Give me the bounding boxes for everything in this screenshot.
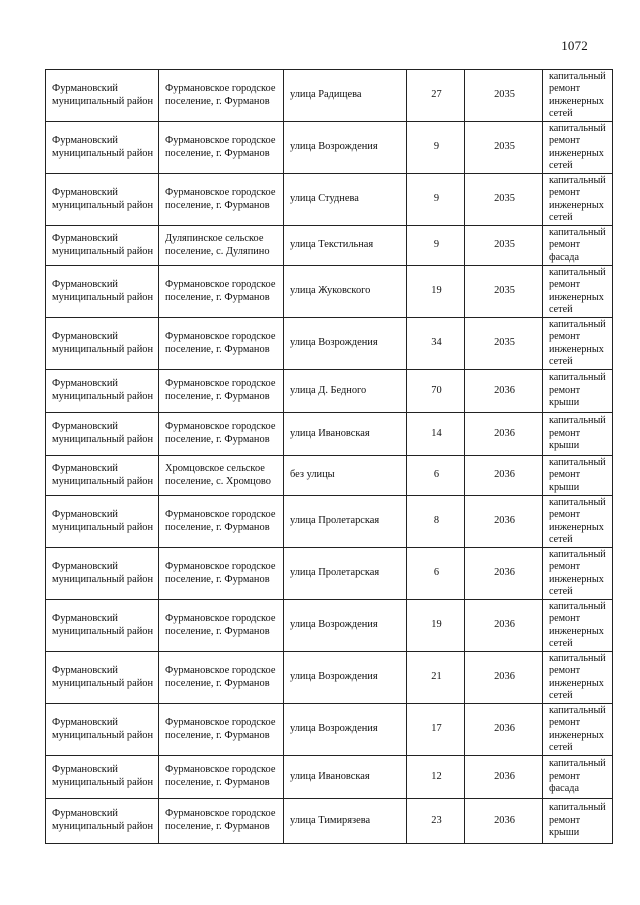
settlement-cell: Дуляпинское сельское поселение, с. Дуляпино <box>159 226 284 266</box>
district-cell: Фурмановский муниципальный район <box>46 226 159 266</box>
district-cell: Фурмановский муниципальный район <box>46 456 159 496</box>
street-cell: улица Ивановская <box>284 413 407 456</box>
year-cell: 2036 <box>465 756 543 799</box>
street-cell: улица Жуковского <box>284 266 407 318</box>
table-row <box>46 652 613 704</box>
work-type-cell: капитальный ремонт крыши <box>543 799 613 844</box>
house-number-cell: 9 <box>407 122 465 174</box>
house-number-cell: 21 <box>407 652 465 704</box>
settlement-cell: Фурмановское городское поселение, г. Фурманов <box>159 799 284 844</box>
street-cell: улица Возрождения <box>284 652 407 704</box>
year-cell: 2036 <box>465 456 543 496</box>
settlement-cell: Фурмановское городское поселение, г. Фурманов <box>159 122 284 174</box>
street-cell: улица Тимирязева <box>284 799 407 844</box>
street-cell: улица Радищева <box>284 70 407 122</box>
district-cell: Фурмановский муниципальный район <box>46 70 159 122</box>
table-row <box>46 226 613 266</box>
street-cell: улица Текстильная <box>284 226 407 266</box>
house-number-cell: 17 <box>407 704 465 756</box>
house-number-cell: 19 <box>407 266 465 318</box>
work-type-cell: капитальный ремонт инженерных сетей <box>543 318 613 370</box>
house-number-cell: 27 <box>407 70 465 122</box>
settlement-cell: Хромцовское сельское поселение, с. Хромцово <box>159 456 284 496</box>
table-row <box>46 266 613 318</box>
district-cell: Фурмановский муниципальный район <box>46 413 159 456</box>
table-row <box>46 370 613 413</box>
table-row <box>46 600 613 652</box>
table-row <box>46 70 613 122</box>
street-cell: улица Д. Бедного <box>284 370 407 413</box>
district-cell: Фурмановский муниципальный район <box>46 704 159 756</box>
work-type-cell: капитальный ремонт инженерных сетей <box>543 548 613 600</box>
year-cell: 2035 <box>465 122 543 174</box>
work-type-cell: капитальный ремонт фасада <box>543 756 613 799</box>
district-cell: Фурмановский муниципальный район <box>46 370 159 413</box>
work-type-cell: капитальный ремонт крыши <box>543 413 613 456</box>
table-row <box>46 318 613 370</box>
house-number-cell: 12 <box>407 756 465 799</box>
street-cell: без улицы <box>284 456 407 496</box>
table-row <box>46 496 613 548</box>
capital-repair-table <box>45 69 613 844</box>
year-cell: 2036 <box>465 413 543 456</box>
settlement-cell: Фурмановское городское поселение, г. Фурманов <box>159 548 284 600</box>
work-type-cell: капитальный ремонт инженерных сетей <box>543 70 613 122</box>
settlement-cell: Фурмановское городское поселение, г. Фурманов <box>159 413 284 456</box>
house-number-cell: 34 <box>407 318 465 370</box>
work-type-cell: капитальный ремонт инженерных сетей <box>543 266 613 318</box>
year-cell: 2036 <box>465 548 543 600</box>
settlement-cell: Фурмановское городское поселение, г. Фурманов <box>159 704 284 756</box>
house-number-cell: 9 <box>407 174 465 226</box>
street-cell: улица Пролетарская <box>284 496 407 548</box>
district-cell: Фурмановский муниципальный район <box>46 652 159 704</box>
street-cell: улица Возрождения <box>284 122 407 174</box>
district-cell: Фурмановский муниципальный район <box>46 266 159 318</box>
work-type-cell: капитальный ремонт фасада <box>543 226 613 266</box>
year-cell: 2036 <box>465 370 543 413</box>
table-row <box>46 704 613 756</box>
year-cell: 2036 <box>465 799 543 844</box>
work-type-cell: капитальный ремонт инженерных сетей <box>543 704 613 756</box>
work-type-cell: капитальный ремонт инженерных сетей <box>543 174 613 226</box>
house-number-cell: 70 <box>407 370 465 413</box>
district-cell: Фурмановский муниципальный район <box>46 122 159 174</box>
year-cell: 2036 <box>465 496 543 548</box>
street-cell: улица Возрождения <box>284 704 407 756</box>
table-row <box>46 122 613 174</box>
table-row <box>46 456 613 496</box>
table-row <box>46 174 613 226</box>
year-cell: 2036 <box>465 704 543 756</box>
street-cell: улица Пролетарская <box>284 548 407 600</box>
house-number-cell: 23 <box>407 799 465 844</box>
year-cell: 2035 <box>465 266 543 318</box>
district-cell: Фурмановский муниципальный район <box>46 496 159 548</box>
work-type-cell: капитальный ремонт инженерных сетей <box>543 600 613 652</box>
table-row <box>46 756 613 799</box>
work-type-cell: капитальный ремонт крыши <box>543 456 613 496</box>
house-number-cell: 8 <box>407 496 465 548</box>
street-cell: улица Возрождения <box>284 600 407 652</box>
page-number: 1072 <box>561 38 588 53</box>
house-number-cell: 9 <box>407 226 465 266</box>
district-cell: Фурмановский муниципальный район <box>46 600 159 652</box>
year-cell: 2035 <box>465 174 543 226</box>
settlement-cell: Фурмановское городское поселение, г. Фурманов <box>159 600 284 652</box>
table-row <box>46 548 613 600</box>
district-cell: Фурмановский муниципальный район <box>46 756 159 799</box>
street-cell: улица Ивановская <box>284 756 407 799</box>
settlement-cell: Фурмановское городское поселение, г. Фурманов <box>159 318 284 370</box>
house-number-cell: 19 <box>407 600 465 652</box>
street-cell: улица Студнева <box>284 174 407 226</box>
district-cell: Фурмановский муниципальный район <box>46 318 159 370</box>
settlement-cell: Фурмановское городское поселение, г. Фурманов <box>159 266 284 318</box>
district-cell: Фурмановский муниципальный район <box>46 174 159 226</box>
year-cell: 2035 <box>465 70 543 122</box>
settlement-cell: Фурмановское городское поселение, г. Фурманов <box>159 496 284 548</box>
work-type-cell: капитальный ремонт инженерных сетей <box>543 496 613 548</box>
settlement-cell: Фурмановское городское поселение, г. Фурманов <box>159 652 284 704</box>
house-number-cell: 6 <box>407 548 465 600</box>
table-row <box>46 413 613 456</box>
settlement-cell: Фурмановское городское поселение, г. Фурманов <box>159 174 284 226</box>
settlement-cell: Фурмановское городское поселение, г. Фурманов <box>159 370 284 413</box>
settlement-cell: Фурмановское городское поселение, г. Фурманов <box>159 70 284 122</box>
house-number-cell: 14 <box>407 413 465 456</box>
settlement-cell: Фурмановское городское поселение, г. Фурманов <box>159 756 284 799</box>
year-cell: 2036 <box>465 600 543 652</box>
district-cell: Фурмановский муниципальный район <box>46 548 159 600</box>
work-type-cell: капитальный ремонт крыши <box>543 370 613 413</box>
district-cell: Фурмановский муниципальный район <box>46 799 159 844</box>
work-type-cell: капитальный ремонт инженерных сетей <box>543 652 613 704</box>
year-cell: 2035 <box>465 318 543 370</box>
house-number-cell: 6 <box>407 456 465 496</box>
year-cell: 2035 <box>465 226 543 266</box>
table-row <box>46 799 613 844</box>
street-cell: улица Возрождения <box>284 318 407 370</box>
work-type-cell: капитальный ремонт инженерных сетей <box>543 122 613 174</box>
year-cell: 2036 <box>465 652 543 704</box>
